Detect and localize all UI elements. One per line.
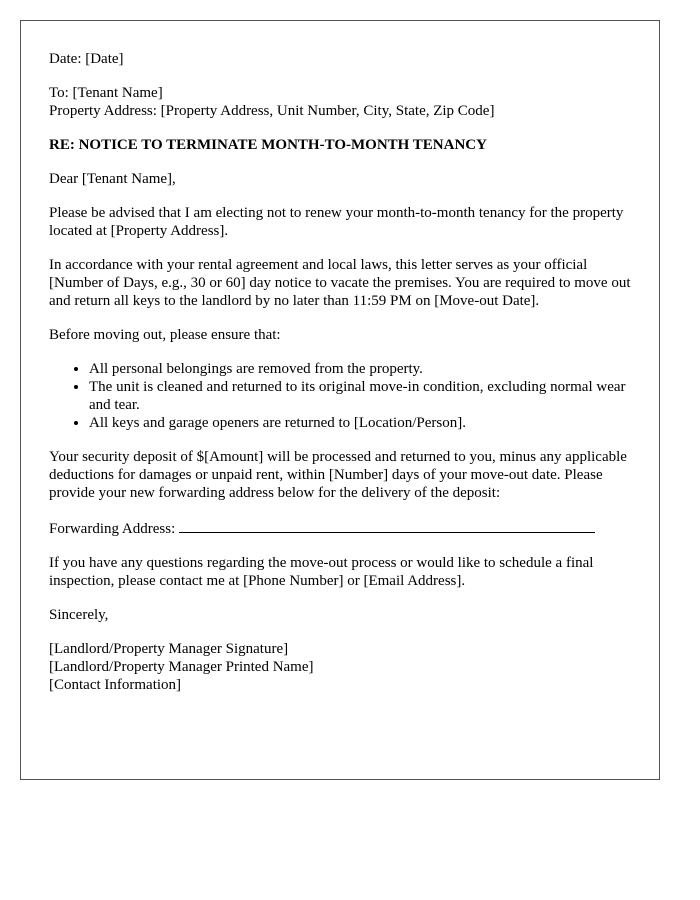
to-line: To: [Tenant Name]	[49, 85, 163, 101]
subject-line: RE: NOTICE TO TERMINATE MONTH-TO-MONTH TENANCY	[49, 137, 487, 153]
body-paragraph-2: In accordance with your rental agreement and local laws, this letter serves as your official [Number of Days, e.g., 30 or 60] day notice to vacate the premises. You are required to move out and return all keys to the landlord by no later than 11:59 PM on [Move-out Date].	[49, 257, 631, 309]
list-item: • The unit is cleaned and returned to its original move-in condition, excluding normal wear and tear.	[89, 378, 631, 414]
body-paragraph-3: Before moving out, please ensure that:	[49, 327, 281, 343]
list-item: • All keys and garage openers are returned to [Location/Person].	[89, 414, 631, 432]
requirements-list	[49, 360, 631, 432]
property-address-line: Property Address: [Property Address, Unit Number, City, State, Zip Code]	[49, 103, 495, 119]
contact-information-line: [Contact Information]	[49, 677, 182, 693]
printed-name-line: [Landlord/Property Manager Printed Name]	[49, 659, 314, 675]
forwarding-address-label: Forwarding Address:	[49, 521, 176, 537]
forwarding-address-blank	[179, 518, 595, 533]
forwarding-address-row	[49, 518, 631, 538]
body-paragraph-5: If you have any questions regarding the move-out process or would like to schedule a final inspection, please contact me at [Phone Number] or [Email Address].	[49, 555, 594, 589]
signature-line: [Landlord/Property Manager Signature]	[49, 641, 289, 657]
body-paragraph-4: Your security deposit of $[Amount] will be processed and returned to you, minus any applicable deductions for damages or unpaid rent, within [Number] days of your move-out date. Please provide your new forwarding address below for the delivery of the deposit:	[49, 449, 627, 501]
list-item: • All personal belongings are removed from the property.	[89, 360, 631, 378]
body-paragraph-1: Please be advised that I am electing not to renew your month-to-month tenancy for the property located at [Property Address].	[49, 205, 624, 239]
signature-block	[49, 640, 631, 694]
date-line: Date: [Date]	[49, 51, 124, 67]
closing: Sincerely,	[49, 607, 109, 623]
salutation: Dear [Tenant Name],	[49, 171, 176, 187]
letter-page	[20, 20, 660, 780]
recipient-block	[49, 84, 631, 120]
